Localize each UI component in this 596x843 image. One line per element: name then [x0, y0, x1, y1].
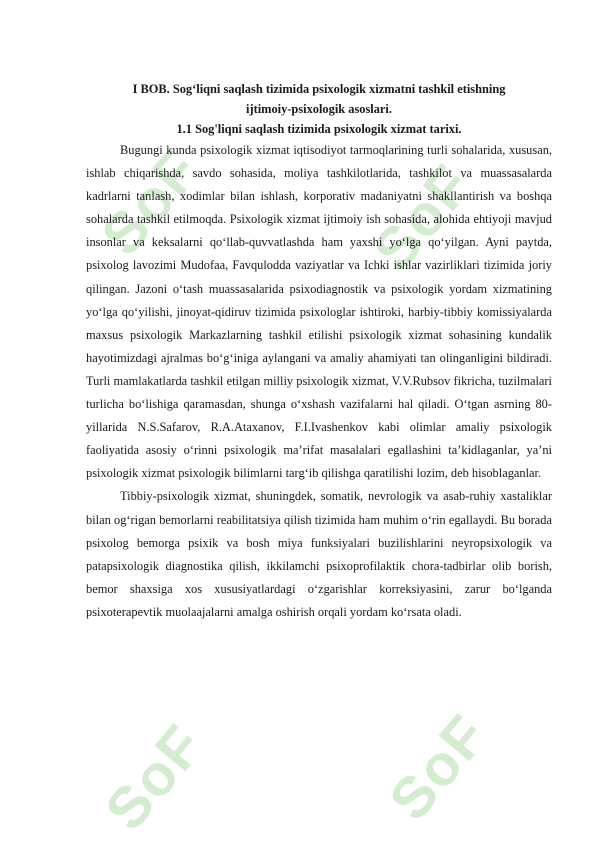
body-paragraph: Tibbiy-psixologik xizmat, shuningdek, somatik, nevrologik va asab-ruhiy xastaliklar bilan og‘rigan bemorlarni reabilitatsiya qilish tizimida ham muhim o‘rin egallaydi. Bu borada psixolog bemorga psixik va bosh miya funksiyalari buzilishlarini neyropsixologik va patapsixologik diagnostika qilish, ikkilamchi psixoprofilaktik chora-tadbirlar olib borish, bemor shaxsiga xos xususiyatlardagi o‘zgarishlar korreksiyasini, zarur bo‘lganda psixoterapevtik muolaajalarni amalga oshirish orqali yordam ko‘rsata oladi.	[86, 489, 552, 619]
watermark-logo: SoF	[360, 152, 485, 283]
chapter-title-line2: ijtimoiy-psixologik asoslari.	[246, 101, 392, 116]
watermark-logo: SoF	[92, 712, 217, 843]
watermark-logo: SoF	[376, 702, 501, 833]
watermark-logo: SoF	[88, 137, 213, 268]
section-title: 1.1 Sog'liqni saqlash tizimida psixologik xizmat tarixi.	[176, 122, 462, 136]
document-page	[86, 80, 552, 624]
body-paragraph: Bugungi kunda psixologik xizmat iqtisodiyot tarmoqlarining turli sohalarida, xususan, ishlab chiqarishda, savdo sohasida, moliya tashkilotlarida, tashkilot va muassasalarda kadrlarni tanlash, xodimlar bilan ishlash, korporativ madaniyatni shakllantirish va boshqa sohalarda tashkil etilmoqda. Psixologik xizmat ijtimoiy ish sohasida, alohida ehtiyoji mavjud insonlar va keksalarni qo‘llab-quvvatlashda ham yaxshi yo‘lga qo‘yilgan. Ayni paytda, psixolog lavozimi Mudofaa, Favqulodda vaziyatlar va Ichki ishlar vazirliklari tizimida joriy qilingan. Jazoni o‘tash muassasalarida psixodiagnostik va psixologik yordam xizmatining yo‘lga qo‘yilishi, jinoyat-qidiruv tizimida psixologlar ishtiroki, harbiy-tibbiy komissiyalarda maxsus psixologik Markazlarning tashkil etilishi psixologik xizmat sohasining kundalik hayotimizdagi ajralmas bo‘g‘iniga aylangani va amaliy ahamiyati tan olinganligini bildiradi. Turli mamlakatlarda tashkil etilgan milliy psixologik xizmat, V.V.Rubsov fikricha, tuzilmalari turlicha bo‘lishiga qaramasdan, shunga o‘xshash vazifalarni hal qiladi. O‘tgan asrning 80-yillarida N.S.Safarov, R.A.Ataxanov, F.I.Ivashenkov kabi olimlar amaliy psixologik faoliyatida asosiy o‘rinni psixologik ma’rifat masalalari egallashini ta’kidlaganlar, ya’ni psixologik xizmat psixologik bilimlarni targ‘ib qilishga qaratilishi lozim, deb hisoblaganlar.	[86, 143, 552, 481]
chapter-title-line1: I BOB. Sog‘liqni saqlash tizimida psixologik xizmatni tashkil etishning	[132, 82, 506, 96]
